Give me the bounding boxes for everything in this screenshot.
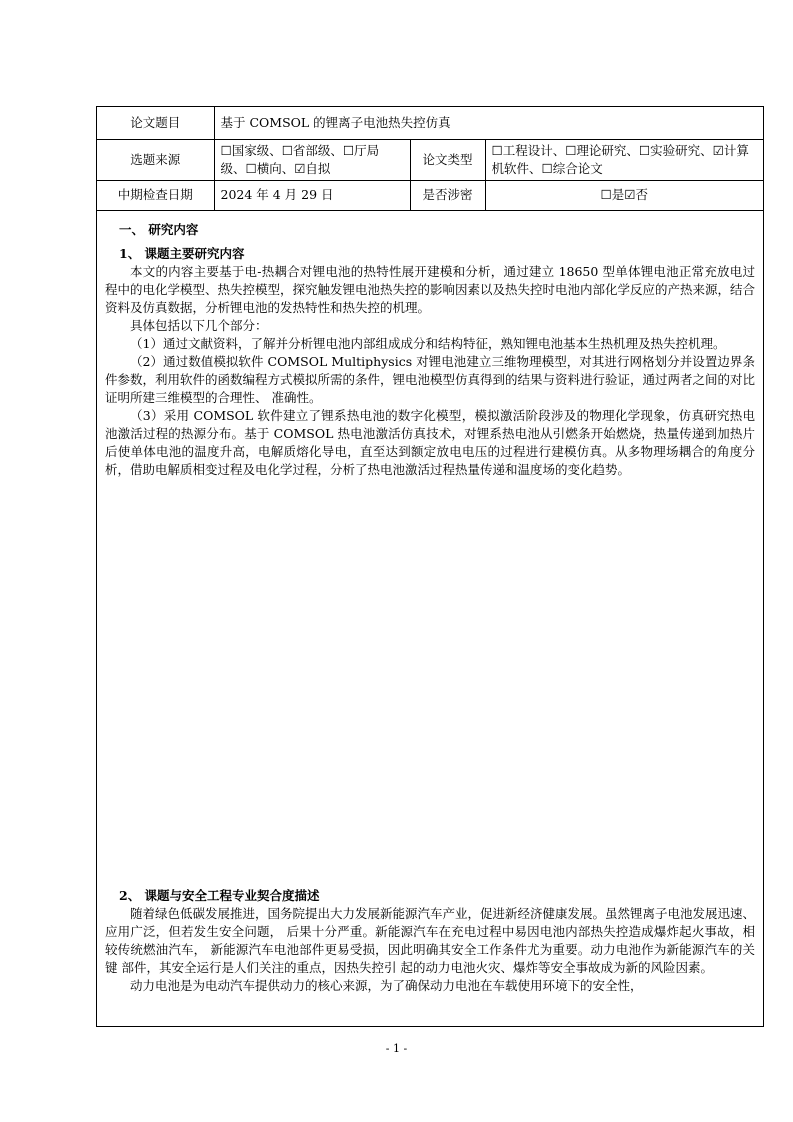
paragraph: （3）采用 COMSOL 软件建立了锂系热电池的数字化模型，模拟激活阶段涉及的物理化学现象，仿真研究热电池激活过程的热源分布。基于 COMSOL 热电池激活仿真技术，对锂系热电池从引燃条开始燃烧，热量传递到加热片后使单体电池的温度升高，电解质熔化导电，直至达到额定放电电压的过程进行建模仿真。从多物理场耦合的角度分析，借助电解质相变过程及电化学过程，分析了热电池激活过程热量传递和温度场的变化趋势。 (105, 408, 755, 477)
paragraph: （2）通过数值模拟软件 COMSOL Multiphysics 对锂电池建立三维物理模型，对其进行网格划分并设置边界条件参数，利用软件的函数编程方式模拟所需的条件，锂电池模型仿真得到的结果与资料进行验证，通过两者之间的对比证明所建三维模型的合理性、 准确性。 (105, 354, 756, 405)
thesis-title-value: 基于 COMSOL 的锂离子电池热失控仿真 (214, 107, 763, 139)
confidential-value: ☐是☑否 (485, 180, 763, 210)
check-date-label: 中期检查日期 (97, 180, 214, 210)
confidential-label: 是否涉密 (410, 180, 485, 210)
paragraph: 动力电池是为电动汽车提供动力的核心来源，为了确保动力电池在车载使用环境下的安全性， (130, 978, 643, 993)
research-content (105, 219, 755, 479)
topic-source-label: 选题来源 (97, 139, 214, 180)
topic-source-value: ☐国家级、☐省部级、☐厅局级、☐横向、☑自拟 (214, 139, 410, 180)
subsection-heading: 2、 课题与安全工程专业契合度描述 (119, 888, 320, 903)
thesis-title-label: 论文题目 (97, 107, 214, 139)
paragraph: （1）通过文献资料，了解并分析锂电池内部组成成分和结构特征，熟知锂电池基本生热机理及热失控机理。 (130, 336, 726, 351)
paragraph: 本文的内容主要基于电-热耦合对锂电池的热特性展开建模和分析，通过建立 18650 型单体锂电池正常充放电过程中的电化学模型、热失控模型，探究触发锂电池热失控的影响因素以及热失控时电池内部化学反应的产热来源，结合资料及仿真数据，分析锂电池的发热特性和热失控的机理。 (105, 264, 756, 315)
check-date-value: 2024 年 4 月 29 日 (214, 180, 410, 210)
thesis-type-label: 论文类型 (410, 139, 485, 180)
section-heading: 一、 研究内容 (119, 222, 199, 237)
table-row (97, 139, 763, 180)
report-form (96, 106, 764, 1027)
subsection-heading: 1、 课题主要研究内容 (119, 246, 245, 261)
info-table (97, 107, 763, 211)
paragraph: 具体包括以下几个部分： (130, 318, 268, 333)
thesis-type-value: ☐工程设计、☐理论研究、☐实验研究、☑计算机软件、☐综合论文 (485, 139, 763, 180)
table-row (97, 180, 763, 210)
page-number: - 1 - (385, 1042, 408, 1055)
paragraph: 随着绿色低碳发展推进，国务院提出大力发展新能源汽车产业，促进新经济健康发展。虽然锂离子电池发展迅速、应用广泛，但若发生安全问题， 后果十分严重。新能源汽车在充电过程中易因电池内部热失控造成爆炸起火事故，相较传统燃油汽车， 新能源汽车电池部件更易受损，因此明确其安全工作条件尤为重要。动力电池作为新能源汽车的关键 部件，其安全运行是人们关注的重点，因热失控引 起的动力电池火灾、爆炸等安全事故成为新的风险因素。 (105, 906, 756, 975)
table-row (97, 107, 763, 139)
major-fit-section (105, 887, 755, 995)
